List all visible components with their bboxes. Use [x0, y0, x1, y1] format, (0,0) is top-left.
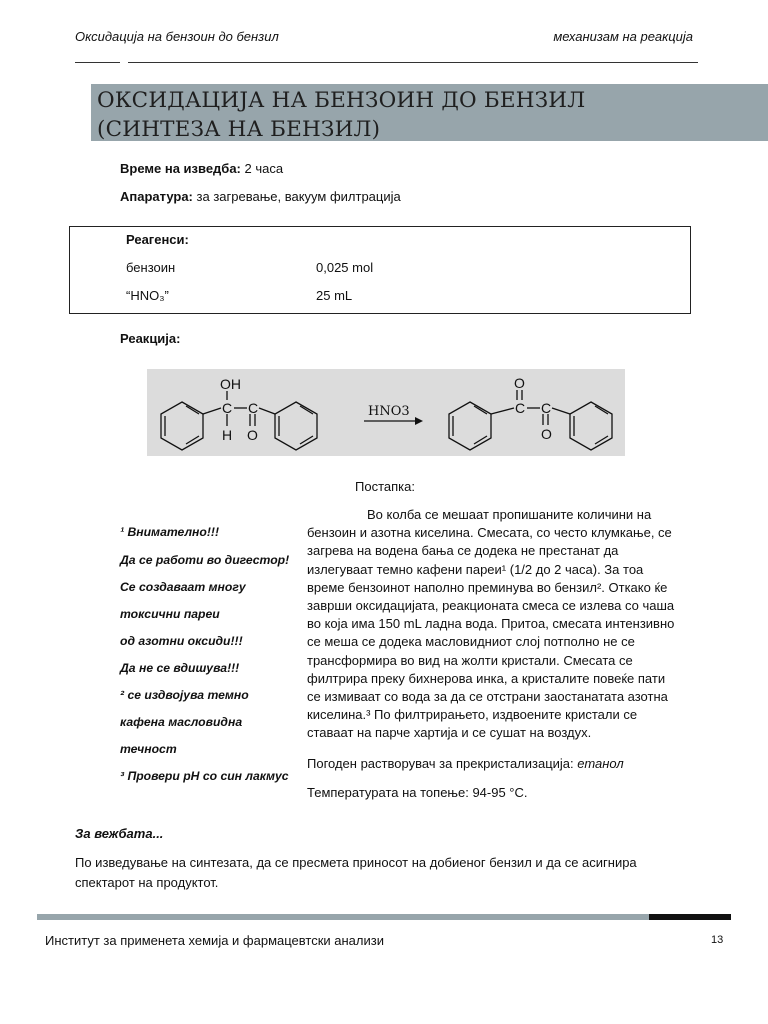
page-number: 13 — [711, 934, 724, 946]
melting-point: Температурата на топење: 94-95 °C. — [307, 785, 528, 800]
reagent-name-2: “HNO₃” — [126, 288, 169, 303]
apparatus-value: за загревање, вакуум филтрација — [196, 189, 401, 204]
procedure-line: време бензоинот наполно преминува во бензил². Откако ќе — [307, 579, 668, 595]
solvent-label: Погоден растворувач за прекристализација: — [307, 756, 578, 771]
note-line: од азотни оксиди!!! — [120, 634, 243, 648]
reaction-scheme-svg — [147, 369, 625, 456]
solvent-value: етанол — [577, 756, 624, 771]
procedure-line: загрева на водена бања се додека не престанат да — [307, 543, 619, 559]
procedure-line: се измиваат со вода за да се отстрани заостанатата азотна — [307, 689, 668, 705]
footer-bar-black — [649, 914, 731, 920]
reagents-heading: Реагенси: — [126, 232, 189, 247]
note-line: течност — [120, 742, 177, 756]
header-right: механизам на реакција — [553, 29, 693, 44]
note-line: Да се работи во дигестор! — [120, 553, 290, 567]
procedure-line: бензоин и азотна киселина. Смесата, со често клумкање, се — [307, 525, 672, 541]
title-line-2: (СИНТЕЗА НА БЕНЗИЛ) — [97, 117, 381, 142]
arrow-reagent: HNO3 — [368, 404, 410, 419]
product-c2: C — [541, 400, 552, 416]
header-rule — [75, 62, 698, 63]
header-left: Оксидација на бензоин до бензил — [75, 29, 279, 44]
procedure-line: филтрира преку бихнерова инка, а кристалите повеќе пати — [307, 670, 666, 686]
reagent-amount-2: 25 mL — [316, 288, 353, 303]
exercise-line-2: спектарот на продуктот. — [75, 875, 219, 890]
reagent-amount-1: 0,025 mol — [316, 260, 374, 275]
note-line: Да не се вдишува!!! — [120, 661, 240, 675]
product-o-bottom: O — [541, 426, 552, 442]
footer-institute: Институт за применета хемија и фармацевтски анализи — [45, 933, 384, 948]
apparatus-row — [120, 189, 401, 204]
note-line: ³ Провери pH со син лакмус — [120, 769, 289, 783]
note-line: Се создаваат многу — [120, 580, 246, 594]
exercise-heading: За вежбата... — [75, 826, 164, 841]
reactant-h: H — [222, 427, 233, 443]
procedure-paragraph — [307, 506, 705, 743]
note-line: токсични пареи — [120, 607, 220, 621]
exercise-line-1: По изведување на синтезата, да се пресмета приносот на добиеног бензил и да се асигнира — [75, 855, 637, 870]
reaction-arrow-head — [415, 417, 423, 425]
reaction-label: Реакција: — [120, 331, 181, 346]
reactant-o: O — [247, 427, 258, 443]
reagent-name-1: бензоин — [126, 260, 176, 275]
procedure-line: во која има 150 mL ладна вода. Притоа, смесата интензивно — [307, 616, 675, 632]
exercise-text — [75, 853, 700, 893]
page-title — [97, 86, 585, 144]
reaction-scheme — [147, 369, 625, 456]
reactant-oh: OH — [220, 376, 241, 392]
note-line: кафена масловидна — [120, 715, 243, 729]
procedure-heading: Постапка: — [355, 479, 415, 494]
reactant-c2: C — [248, 400, 259, 416]
reactant-benzene-right — [275, 402, 317, 450]
header-rule-gap — [120, 61, 128, 64]
procedure-line: заврши оксидацијата, реакционата смеса се излева со чаша — [307, 598, 675, 614]
title-line-1: ОКСИДАЦИЈА НА БЕНЗОИН ДО БЕНЗИЛ — [97, 88, 586, 113]
product-c1: C — [515, 400, 526, 416]
procedure-line: излегуваат темно кафени пареи¹ (1/2 до 2 часа). За тоа — [307, 561, 644, 577]
time-row — [120, 161, 283, 176]
reactant-benzene-left — [161, 402, 203, 450]
reactant-c1: C — [222, 400, 233, 416]
solvent-row — [307, 756, 624, 771]
footer-bar-gray — [37, 914, 649, 920]
product-benzene-right — [570, 402, 612, 450]
apparatus-label: Апаратура: — [120, 189, 193, 204]
note-line: ² се издвојува темно — [120, 688, 249, 702]
product-o-top: O — [514, 375, 525, 391]
procedure-line: ставаат на парче хартија и се сушат на воздух. — [307, 725, 592, 741]
product-benzene-left — [449, 402, 491, 450]
time-value: 2 часа — [244, 161, 284, 176]
note-line: ¹ Внимателно!!! — [120, 525, 220, 539]
procedure-line: трансформира во вид на жолти кристали. Смесата се — [307, 652, 633, 668]
procedure-line: киселина.³ По филтрирањето, издвоените кристали се — [307, 707, 638, 723]
time-label: Време на изведба: — [120, 161, 241, 176]
procedure-line: се меша се додека масловидниот слој потполно не се — [307, 634, 635, 650]
procedure-line: Во колба се мешаат пропишаните количини на — [367, 507, 652, 522]
